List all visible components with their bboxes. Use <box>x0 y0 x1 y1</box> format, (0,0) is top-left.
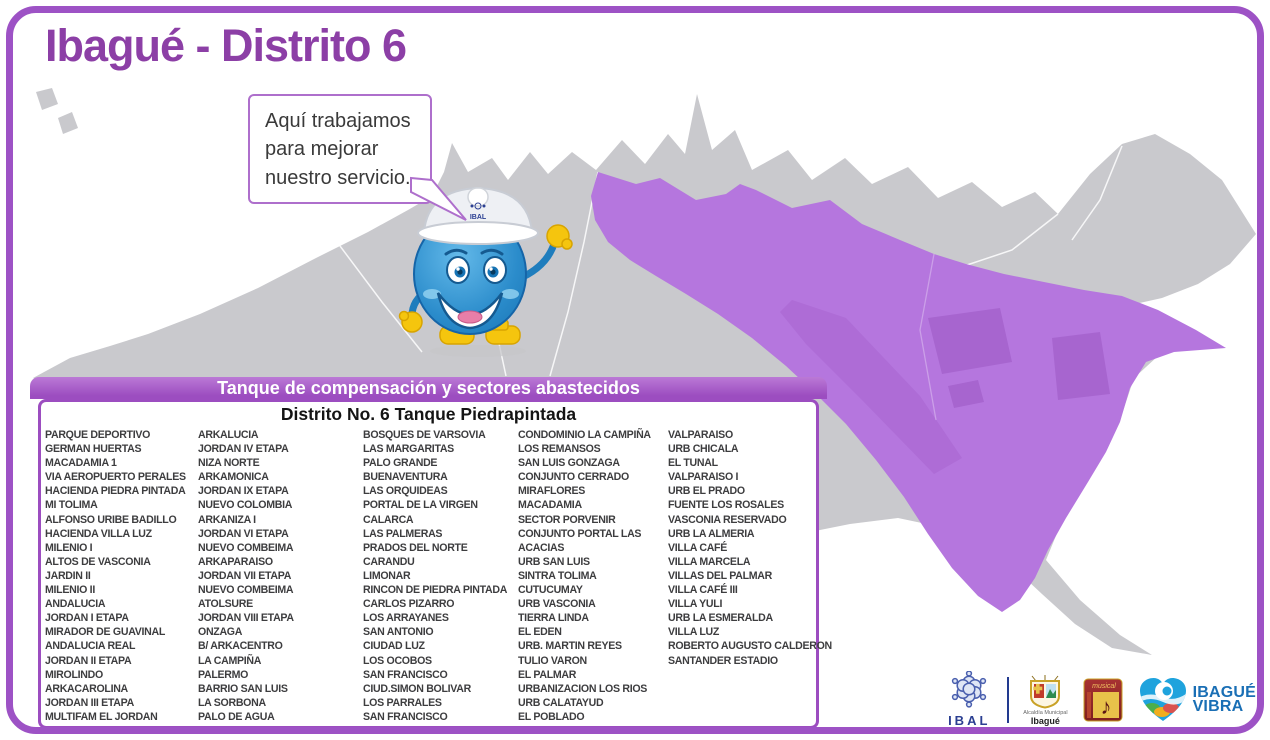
logo-divider <box>1007 677 1009 723</box>
sector-item: SECTOR PORVENIR <box>518 513 616 526</box>
treble-clef-icon: ♪ <box>1100 694 1112 719</box>
sector-item: JORDAN II ETAPA <box>45 654 132 667</box>
sector-item: MIROLINDO <box>45 668 103 681</box>
sector-item: CIUDAD LUZ <box>363 640 425 653</box>
sector-item: LOS PARRALES <box>363 696 442 709</box>
alcaldia-label-line2: Ibagué <box>1030 715 1060 726</box>
vibra-logo-text <box>1193 686 1256 714</box>
sector-item: TULIO VARON <box>518 654 587 667</box>
hard-hat-label: IBAL <box>469 214 487 221</box>
sector-column-2 <box>198 428 294 724</box>
alcaldia-logo <box>1023 675 1067 726</box>
sector-item: NIZA NORTE <box>198 457 260 470</box>
sector-item: VILLA YULI <box>668 598 723 611</box>
sector-item: SAN FRANCISCO <box>363 710 448 723</box>
sector-item: VILLA MARCELA <box>668 555 751 568</box>
sector-item: CONDOMINIO LA CAMPIÑA <box>518 429 651 441</box>
sector-item: LOS OCOBOS <box>363 654 432 667</box>
sector-item: VILLA CAFÉ <box>668 541 727 554</box>
sector-item: LAS MARGARITAS <box>363 443 454 456</box>
sector-item: HACIENDA PIEDRA PINTADA <box>45 485 186 498</box>
speech-line-1: Aquí trabajamos <box>265 110 411 132</box>
sector-item: MI TOLIMA <box>45 499 98 512</box>
sector-item: MILENIO II <box>45 584 95 597</box>
sector-item: URB LA ESMERALDA <box>668 612 773 625</box>
musical-capital-logo <box>1082 676 1124 724</box>
sector-item: URB EL PRADO <box>668 485 745 498</box>
speech-line-2: para mejorar <box>265 138 379 161</box>
speech-bubble-tail <box>408 176 470 224</box>
sector-columns <box>41 428 832 724</box>
sector-item: MIRADOR DE GUAVINAL <box>45 626 166 639</box>
panel-header: Tanque de compensación y sectores abastecidos <box>30 377 827 399</box>
vibra-heart-icon <box>1138 676 1188 724</box>
sector-item: CALARCA <box>363 513 414 526</box>
sector-item: CARANDU <box>363 555 415 568</box>
page-title: Ibagué - Distrito 6 <box>45 20 407 71</box>
sector-item: ACACIAS <box>518 541 565 554</box>
sector-item: LOS ARRAYANES <box>363 612 449 625</box>
sector-item: JORDAN VI ETAPA <box>198 527 289 540</box>
sector-item: VIA AEROPUERTO PERALES <box>45 471 186 484</box>
speech-bubble <box>248 94 432 204</box>
sector-item: LA SORBONA <box>198 696 266 709</box>
sector-item: SAN FRANCISCO <box>363 668 448 681</box>
sector-item: ALTOS DE VASCONIA <box>45 555 151 568</box>
sector-item: ARKACAROLINA <box>45 682 128 695</box>
vibra-label-line2: VIBRA <box>1192 698 1244 715</box>
sector-item: URB LA ALMERIA <box>668 527 755 540</box>
sector-item: VASCONIA RESERVADO <box>668 513 787 526</box>
sector-item: EL PALMAR <box>518 668 577 681</box>
sector-item: GERMAN HUERTAS <box>45 443 142 456</box>
sector-item: HACIENDA VILLA LUZ <box>45 527 152 540</box>
sector-column-4 <box>518 428 651 724</box>
sector-item: VILLA CAFÉ III <box>668 584 738 597</box>
sector-item: EL POBLADO <box>518 710 585 723</box>
sector-item: ALFONSO URIBE BADILLO <box>45 513 177 526</box>
sector-item: JORDAN IV ETAPA <box>198 443 289 456</box>
sector-item: FUENTE LOS ROSALES <box>668 499 784 512</box>
panel-body <box>38 399 832 729</box>
sector-item: PALO DE AGUA <box>198 710 275 723</box>
sector-column-5 <box>668 428 832 668</box>
sector-item: NUEVO COMBEIMA <box>198 541 294 554</box>
sector-item: EL EDEN <box>518 626 562 639</box>
vibra-label-line1: IBAGUÉ <box>1192 684 1256 701</box>
sector-item: BARRIO SAN LUIS <box>198 682 288 695</box>
sector-item: URB CHICALA <box>668 443 739 456</box>
sector-item: B/ ARKACENTRO <box>198 640 283 653</box>
sector-item: BUENAVENTURA <box>363 471 448 484</box>
musical-logo-label: musical <box>1091 683 1116 690</box>
sector-item: CONJUNTO CERRADO <box>518 471 629 484</box>
sector-item: URB. MARTIN REYES <box>518 640 622 653</box>
sector-item: ANDALUCIA <box>45 598 106 611</box>
sector-item: URB CALATAYUD <box>518 696 604 709</box>
ibal-logo <box>945 671 993 730</box>
sector-item: LOS REMANSOS <box>518 443 601 456</box>
sector-item: SINTRA TOLIMA <box>518 569 597 582</box>
sector-item: PALERMO <box>198 668 249 681</box>
sector-item: JORDAN VII ETAPA <box>198 569 292 582</box>
sector-item: ATOLSURE <box>198 598 253 611</box>
sector-item: NUEVO COMBEIMA <box>198 584 294 597</box>
sector-item: NUEVO COLOMBIA <box>198 499 293 512</box>
sector-item: MULTIFAM EL JORDAN <box>45 710 158 723</box>
sector-item: ANDALUCIA REAL <box>45 640 136 653</box>
sector-item: JORDAN I ETAPA <box>45 612 129 625</box>
sector-item: LA CAMPIÑA <box>198 654 262 667</box>
ibague-vibra-logo <box>1138 676 1256 724</box>
footer-logos <box>945 669 1256 731</box>
sector-item: CIUD.SIMON BOLIVAR <box>363 682 471 695</box>
mascot-tongue <box>458 311 482 323</box>
sector-item: URB SAN LUIS <box>518 555 590 568</box>
mascot-blush <box>501 289 519 299</box>
sector-item: JORDAN VIII ETAPA <box>198 612 294 625</box>
sector-item: VALPARAISO <box>668 429 733 441</box>
sector-item: ROBERTO AUGUSTO CALDERON <box>668 640 832 653</box>
sector-item: VILLA LUZ <box>668 626 720 639</box>
map-fragment <box>58 112 78 134</box>
sector-item: CARLOS PIZARRO <box>363 598 455 611</box>
sector-item: VALPARAISO I <box>668 471 739 484</box>
sector-item: PORTAL DE LA VIRGEN <box>363 499 478 512</box>
sector-item: MACADAMIA <box>518 499 582 512</box>
sector-item: MIRAFLORES <box>518 485 586 498</box>
sector-item: RINCON DE PIEDRA PINTADA <box>363 584 508 597</box>
ibal-logo-label: IBAL <box>948 712 991 728</box>
sector-item: CUTUCUMAY <box>518 584 583 597</box>
sector-item: BOSQUES DE VARSOVIA <box>363 429 486 441</box>
sector-item: TIERRA LINDA <box>518 612 589 625</box>
sector-item: LAS ORQUIDEAS <box>363 485 448 498</box>
sector-item: SAN LUIS GONZAGA <box>518 457 620 470</box>
ibal-molecule-icon <box>945 671 993 713</box>
sector-item: ONZAGA <box>198 626 243 639</box>
speech-line-3: nuestro servicio. <box>265 166 411 189</box>
sector-item: ARKANIZA I <box>198 513 256 526</box>
sector-item: SAN ANTONIO <box>363 626 434 639</box>
sector-item: PRADOS DEL NORTE <box>363 541 468 554</box>
sector-item: SANTANDER ESTADIO <box>668 654 778 667</box>
sector-item: URB VASCONIA <box>518 598 596 611</box>
mascot-shadow <box>430 345 526 357</box>
sector-item: VILLAS DEL PALMAR <box>668 569 772 582</box>
sector-item: JORDAN IX ETAPA <box>198 485 289 498</box>
sector-item: ARKAPARAISO <box>198 555 273 568</box>
sector-item: ARKALUCIA <box>198 429 259 441</box>
panel-subtitle: Distrito No. 6 Tanque Piedrapintada <box>280 404 577 424</box>
sector-item: MACADAMIA 1 <box>45 457 117 470</box>
sector-item: PARQUE DEPORTIVO <box>45 429 151 441</box>
alcaldia-shield-icon <box>1027 675 1063 709</box>
sector-column-1 <box>45 428 186 724</box>
sector-item: JORDAN III ETAPA <box>45 696 134 709</box>
sector-item: MILENIO I <box>45 541 93 554</box>
sector-item: JARDIN II <box>45 569 91 582</box>
sector-item: EL TUNAL <box>668 457 718 470</box>
sector-item: URBANIZACION LOS RIOS <box>518 682 648 695</box>
sectors-panel <box>30 377 832 729</box>
sector-item: LIMONAR <box>363 569 411 582</box>
sector-item: LAS PALMERAS <box>363 527 443 540</box>
sector-item: CONJUNTO PORTAL LAS <box>518 527 642 540</box>
map-fragment <box>36 88 58 110</box>
sector-column-3 <box>363 428 507 724</box>
sector-item: ARKAMONICA <box>198 471 269 484</box>
alcaldia-label-line1: Alcaldía Municipal <box>1023 709 1068 716</box>
sector-item: PALO GRANDE <box>363 457 438 470</box>
